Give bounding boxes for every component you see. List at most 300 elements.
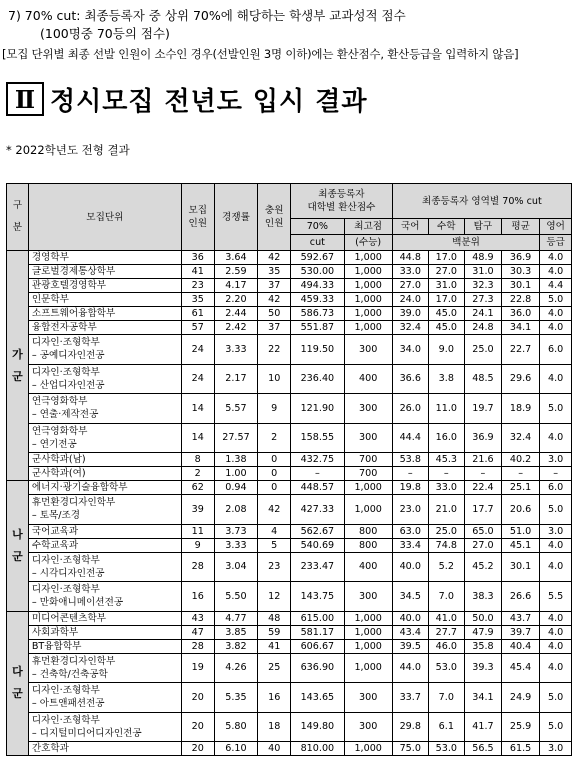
waitlist-cell: 4	[258, 524, 291, 538]
quota-cell: 2	[181, 467, 214, 481]
cut70-cell: 606.67	[291, 639, 345, 653]
inquiry-cell: 50.0	[464, 611, 501, 625]
note-cut-example: (100명중 70등의 점수)	[40, 26, 170, 41]
unit-name: 디자인·조형학부	[31, 554, 100, 566]
cut70-cell: 615.00	[291, 611, 345, 625]
unit-name-cell	[28, 481, 181, 495]
english-cell: 4.0	[540, 552, 572, 582]
korean-cell: 29.8	[392, 712, 428, 742]
english-cell: 4.0	[540, 321, 572, 335]
avg-cell: 25.1	[502, 481, 540, 495]
waitlist-cell: 37	[258, 279, 291, 293]
inquiry-cell: 35.8	[464, 639, 501, 653]
header-area-group: 최종등록자 영역별 70% cut	[392, 184, 571, 219]
table-row	[7, 467, 572, 481]
english-cell: 4.0	[540, 625, 572, 639]
quota-cell: 20	[181, 712, 214, 742]
quota-cell: 24	[181, 335, 214, 365]
avg-cell: 24.9	[502, 683, 540, 713]
table-row	[7, 495, 572, 525]
competition-cell: 1.00	[214, 467, 258, 481]
math-cell: 45.0	[428, 321, 464, 335]
inquiry-cell: 34.1	[464, 683, 501, 713]
quota-cell: 61	[181, 307, 214, 321]
unit-name-cell	[28, 611, 181, 625]
inquiry-cell: 32.3	[464, 279, 501, 293]
unit-name: 디자인·조형학부	[31, 584, 100, 596]
quota-cell: 62	[181, 481, 214, 495]
waitlist-cell: 41	[258, 639, 291, 653]
avg-cell: 40.2	[502, 453, 540, 467]
quota-cell: 23	[181, 279, 214, 293]
unit-major: – 산업디자인전공	[31, 379, 105, 391]
inquiry-cell: 27.3	[464, 293, 501, 307]
header-english: 영어	[540, 219, 572, 235]
table-row	[7, 538, 572, 552]
unit-name: 융합전자공학부	[31, 322, 97, 333]
cut70-cell: 143.75	[291, 582, 345, 612]
math-cell: 46.0	[428, 639, 464, 653]
english-cell: 4.0	[540, 538, 572, 552]
unit-name: 디자인·조형학부	[31, 337, 100, 349]
cut70-cell: 586.73	[291, 307, 345, 321]
english-cell: 5.5	[540, 582, 572, 612]
waitlist-cell: 0	[258, 453, 291, 467]
max-cell: 1,000	[344, 251, 392, 265]
math-cell: 16.0	[428, 423, 464, 453]
competition-cell: 4.26	[214, 653, 258, 683]
header-grade: 등급	[540, 235, 572, 251]
korean-cell: 44.0	[392, 653, 428, 683]
competition-cell: 2.20	[214, 293, 258, 307]
english-cell: 4.0	[540, 639, 572, 653]
math-cell: 41.0	[428, 611, 464, 625]
math-cell: 27.7	[428, 625, 464, 639]
header-percentile: 백분위	[392, 235, 540, 251]
table-row	[7, 481, 572, 495]
inquiry-cell: 56.5	[464, 742, 501, 756]
math-cell: 53.0	[428, 653, 464, 683]
competition-cell: 1.38	[214, 453, 258, 467]
quota-cell: 24	[181, 364, 214, 394]
inquiry-cell: 24.8	[464, 321, 501, 335]
max-cell: 1,000	[344, 293, 392, 307]
year-subheading: * 2022학년도 전형 결과	[6, 143, 130, 157]
english-cell: 4.0	[540, 265, 572, 279]
quota-cell: 39	[181, 495, 214, 525]
competition-cell: 2.17	[214, 364, 258, 394]
section-title: 정시모집 전년도 입시 결과	[50, 86, 368, 117]
korean-cell: 63.0	[392, 524, 428, 538]
max-cell: 300	[344, 683, 392, 713]
unit-name: 사회과학부	[31, 626, 79, 638]
inquiry-cell: 21.6	[464, 453, 501, 467]
korean-cell: 43.4	[392, 625, 428, 639]
competition-cell: 27.57	[214, 423, 258, 453]
english-cell: 5.0	[540, 495, 572, 525]
table-row	[7, 653, 572, 683]
avg-cell: 36.9	[502, 251, 540, 265]
cut70-cell: 121.90	[291, 394, 345, 424]
table-row	[7, 611, 572, 625]
waitlist-cell: 40	[258, 742, 291, 756]
unit-name-cell	[28, 524, 181, 538]
unit-name-cell	[28, 321, 181, 335]
group-label: 나 군	[7, 481, 29, 612]
waitlist-cell: 42	[258, 251, 291, 265]
max-cell: 1,000	[344, 481, 392, 495]
english-cell: 3.0	[540, 453, 572, 467]
inquiry-cell: 65.0	[464, 524, 501, 538]
avg-cell: –	[502, 467, 540, 481]
quota-cell: 41	[181, 265, 214, 279]
unit-name-cell	[28, 625, 181, 639]
cut70-cell: 530.00	[291, 265, 345, 279]
cut70-cell: 432.75	[291, 453, 345, 467]
math-cell: 5.2	[428, 552, 464, 582]
korean-cell: 23.0	[392, 495, 428, 525]
korean-cell: 19.8	[392, 481, 428, 495]
cut70-cell: 494.33	[291, 279, 345, 293]
max-cell: 800	[344, 538, 392, 552]
inquiry-cell: 41.7	[464, 712, 501, 742]
inquiry-cell: 31.0	[464, 265, 501, 279]
table-row	[7, 582, 572, 612]
english-cell: –	[540, 467, 572, 481]
quota-cell: 9	[181, 538, 214, 552]
header-inquiry: 탐구	[464, 219, 501, 235]
math-cell: 11.0	[428, 394, 464, 424]
english-cell: 5.0	[540, 683, 572, 713]
waitlist-cell: 10	[258, 364, 291, 394]
unit-name: 국어교육과	[31, 525, 79, 537]
korean-cell: 34.5	[392, 582, 428, 612]
waitlist-cell: 35	[258, 265, 291, 279]
korean-cell: 33.4	[392, 538, 428, 552]
table-row	[7, 321, 572, 335]
unit-name-cell	[28, 653, 181, 683]
admission-results-table	[6, 183, 572, 756]
inquiry-cell: 47.9	[464, 625, 501, 639]
max-cell: 400	[344, 552, 392, 582]
korean-cell: 33.0	[392, 265, 428, 279]
unit-name: 소프트웨어융합학부	[31, 308, 116, 319]
english-cell: 4.0	[540, 364, 572, 394]
quota-cell: 47	[181, 625, 214, 639]
math-cell: 45.0	[428, 307, 464, 321]
unit-name-cell	[28, 742, 181, 756]
korean-cell: 26.0	[392, 394, 428, 424]
max-cell: 1,000	[344, 307, 392, 321]
max-cell: 1,000	[344, 625, 392, 639]
english-cell: 6.0	[540, 481, 572, 495]
cut70-cell: 427.33	[291, 495, 345, 525]
competition-cell: 5.50	[214, 582, 258, 612]
math-cell: 27.0	[428, 265, 464, 279]
competition-cell: 3.73	[214, 524, 258, 538]
avg-cell: 32.4	[502, 423, 540, 453]
header-max: 최고점	[344, 219, 392, 235]
korean-cell: 33.7	[392, 683, 428, 713]
group-label: 다 군	[7, 611, 29, 756]
cut70-cell: 459.33	[291, 293, 345, 307]
max-cell: 300	[344, 394, 392, 424]
math-cell: 31.0	[428, 279, 464, 293]
korean-cell: 39.5	[392, 639, 428, 653]
cut70-cell: 158.55	[291, 423, 345, 453]
unit-name: 연극영화학부	[31, 396, 88, 408]
note-small-quota: [모집 단위별 최종 선발 인원이 소수인 경우(선발인원 3명 이하)에는 환산점수, 환산등급을 입력하지 않음]	[2, 47, 519, 61]
unit-name: 경영학부	[31, 252, 69, 263]
unit-name-cell	[28, 495, 181, 525]
english-cell: 4.0	[540, 653, 572, 683]
korean-cell: 40.0	[392, 611, 428, 625]
inquiry-cell: 48.5	[464, 364, 501, 394]
unit-name-cell	[28, 293, 181, 307]
english-cell: 4.0	[540, 251, 572, 265]
math-cell: 7.0	[428, 582, 464, 612]
korean-cell: 53.8	[392, 453, 428, 467]
section-heading	[6, 80, 367, 118]
math-cell: 25.0	[428, 524, 464, 538]
table-row	[7, 265, 572, 279]
header-waitlist: 충원 인원	[258, 184, 291, 251]
table-row	[7, 394, 572, 424]
max-cell: 700	[344, 467, 392, 481]
cut70-cell: 448.57	[291, 481, 345, 495]
english-cell: 4.0	[540, 423, 572, 453]
cut70-cell: 581.17	[291, 625, 345, 639]
avg-cell: 18.9	[502, 394, 540, 424]
cut70-cell: 233.47	[291, 552, 345, 582]
unit-name: 수학교육과	[31, 539, 79, 551]
avg-cell: 29.6	[502, 364, 540, 394]
inquiry-cell: 27.0	[464, 538, 501, 552]
quota-cell: 35	[181, 293, 214, 307]
quota-cell: 14	[181, 423, 214, 453]
unit-name: 미디어콘텐츠학부	[31, 612, 106, 624]
max-cell: 300	[344, 582, 392, 612]
math-cell: –	[428, 467, 464, 481]
english-cell: 5.0	[540, 293, 572, 307]
waitlist-cell: 0	[258, 467, 291, 481]
unit-name: 디자인·조형학부	[31, 685, 100, 697]
group-label: 가 군	[7, 251, 29, 481]
quota-cell: 28	[181, 552, 214, 582]
korean-cell: 36.6	[392, 364, 428, 394]
math-cell: 17.0	[428, 251, 464, 265]
unit-name-cell	[28, 552, 181, 582]
unit-name: 군사학과(여)	[31, 468, 86, 479]
competition-cell: 3.82	[214, 639, 258, 653]
competition-cell: 4.77	[214, 611, 258, 625]
table-row	[7, 453, 572, 467]
english-cell: 6.0	[540, 335, 572, 365]
math-cell: 33.0	[428, 481, 464, 495]
unit-name-cell	[28, 639, 181, 653]
korean-cell: 75.0	[392, 742, 428, 756]
waitlist-cell: 42	[258, 495, 291, 525]
avg-cell: 30.1	[502, 279, 540, 293]
competition-cell: 5.80	[214, 712, 258, 742]
inquiry-cell: 24.1	[464, 307, 501, 321]
competition-cell: 3.64	[214, 251, 258, 265]
competition-cell: 4.17	[214, 279, 258, 293]
header-quota: 모집 인원	[181, 184, 214, 251]
math-cell: 7.0	[428, 683, 464, 713]
table-row	[7, 742, 572, 756]
unit-major: – 시각디자인전공	[31, 567, 105, 579]
unit-major: – 만화애니메이션전공	[31, 597, 124, 609]
unit-major: – 아트앤패션전공	[31, 698, 105, 710]
table-row	[7, 251, 572, 265]
unit-name-cell	[28, 265, 181, 279]
quota-cell: 28	[181, 639, 214, 653]
unit-name-cell	[28, 538, 181, 552]
max-cell: 1,000	[344, 653, 392, 683]
competition-cell: 2.42	[214, 321, 258, 335]
unit-name-cell	[28, 453, 181, 467]
max-cell: 300	[344, 712, 392, 742]
math-cell: 45.3	[428, 453, 464, 467]
cut70-cell: 540.69	[291, 538, 345, 552]
english-cell: 4.0	[540, 611, 572, 625]
unit-name-cell	[28, 364, 181, 394]
avg-cell: 36.0	[502, 307, 540, 321]
quota-cell: 8	[181, 453, 214, 467]
competition-cell: 5.57	[214, 394, 258, 424]
avg-cell: 40.4	[502, 639, 540, 653]
english-cell: 5.0	[540, 712, 572, 742]
waitlist-cell: 48	[258, 611, 291, 625]
header-group: 구 분	[7, 184, 29, 251]
unit-name: 휴먼환경디자인학부	[31, 655, 116, 667]
max-cell: 1,000	[344, 265, 392, 279]
unit-name-cell	[28, 582, 181, 612]
cut70-cell: 236.40	[291, 364, 345, 394]
max-cell: 1,000	[344, 495, 392, 525]
cut70-cell: 562.67	[291, 524, 345, 538]
table-row	[7, 364, 572, 394]
unit-name: 인문학부	[31, 294, 69, 305]
max-cell: 300	[344, 423, 392, 453]
korean-cell: 39.0	[392, 307, 428, 321]
math-cell: 3.8	[428, 364, 464, 394]
quota-cell: 11	[181, 524, 214, 538]
competition-cell: 5.35	[214, 683, 258, 713]
avg-cell: 30.3	[502, 265, 540, 279]
cut70-cell: –	[291, 467, 345, 481]
math-cell: 9.0	[428, 335, 464, 365]
unit-name-cell	[28, 279, 181, 293]
waitlist-cell: 5	[258, 538, 291, 552]
unit-name: 연극영화학부	[31, 425, 88, 437]
inquiry-cell: 36.9	[464, 423, 501, 453]
unit-major: – 건축학/건축공학	[31, 668, 108, 680]
cut70-cell: 636.90	[291, 653, 345, 683]
competition-cell: 3.33	[214, 335, 258, 365]
table-row	[7, 625, 572, 639]
header-cut70: 70%	[291, 219, 345, 235]
inquiry-cell: 38.3	[464, 582, 501, 612]
english-cell: 3.0	[540, 524, 572, 538]
unit-major: – 연기전공	[31, 438, 77, 450]
avg-cell: 43.7	[502, 611, 540, 625]
math-cell: 74.8	[428, 538, 464, 552]
math-cell: 17.0	[428, 293, 464, 307]
inquiry-cell: 22.4	[464, 481, 501, 495]
unit-name: BT융합학부	[31, 640, 82, 652]
note-cut-definition: 7) 70% cut: 최종등록자 중 상위 70%에 해당하는 학생부 교과성적 점수	[8, 8, 406, 23]
waitlist-cell: 9	[258, 394, 291, 424]
inquiry-cell: 48.9	[464, 251, 501, 265]
waitlist-cell: 23	[258, 552, 291, 582]
unit-name-cell	[28, 712, 181, 742]
competition-cell: 2.44	[214, 307, 258, 321]
max-cell: 1,000	[344, 742, 392, 756]
math-cell: 53.0	[428, 742, 464, 756]
header-math: 수학	[428, 219, 464, 235]
quota-cell: 20	[181, 683, 214, 713]
korean-cell: 44.8	[392, 251, 428, 265]
unit-name-cell	[28, 467, 181, 481]
avg-cell: 39.7	[502, 625, 540, 639]
cut70-cell: 551.87	[291, 321, 345, 335]
table-row	[7, 524, 572, 538]
table-row	[7, 712, 572, 742]
korean-cell: 34.0	[392, 335, 428, 365]
waitlist-cell: 12	[258, 582, 291, 612]
english-cell: 4.0	[540, 307, 572, 321]
korean-cell: 40.0	[392, 552, 428, 582]
unit-major: – 디지털미디어디자인전공	[31, 727, 142, 739]
cut70-cell: 810.00	[291, 742, 345, 756]
unit-name: 디자인·조형학부	[31, 366, 100, 378]
section-number: Ⅱ	[6, 82, 44, 116]
max-cell: 1,000	[344, 321, 392, 335]
max-cell: 1,000	[344, 639, 392, 653]
waitlist-cell: 37	[258, 321, 291, 335]
header-competition: 경쟁률	[214, 184, 258, 251]
max-cell: 1,000	[344, 611, 392, 625]
avg-cell: 45.1	[502, 538, 540, 552]
table-row	[7, 335, 572, 365]
inquiry-cell: –	[464, 467, 501, 481]
avg-cell: 25.9	[502, 712, 540, 742]
competition-cell: 0.94	[214, 481, 258, 495]
waitlist-cell: 25	[258, 653, 291, 683]
competition-cell: 2.08	[214, 495, 258, 525]
waitlist-cell: 2	[258, 423, 291, 453]
unit-name: 글로벌경제통상학부	[31, 266, 116, 277]
max-cell: 800	[344, 524, 392, 538]
avg-cell: 30.1	[502, 552, 540, 582]
korean-cell: 44.4	[392, 423, 428, 453]
unit-name-cell	[28, 683, 181, 713]
avg-cell: 22.7	[502, 335, 540, 365]
unit-name-cell	[28, 307, 181, 321]
unit-name: 에너지·광기술융합학부	[31, 482, 128, 493]
quota-cell: 43	[181, 611, 214, 625]
avg-cell: 45.4	[502, 653, 540, 683]
max-cell: 1,000	[344, 279, 392, 293]
unit-major: – 공예디자인전공	[31, 350, 105, 362]
table-row	[7, 293, 572, 307]
competition-cell: 2.59	[214, 265, 258, 279]
waitlist-cell: 18	[258, 712, 291, 742]
unit-name: 관광호텔경영학부	[31, 280, 106, 291]
avg-cell: 22.8	[502, 293, 540, 307]
